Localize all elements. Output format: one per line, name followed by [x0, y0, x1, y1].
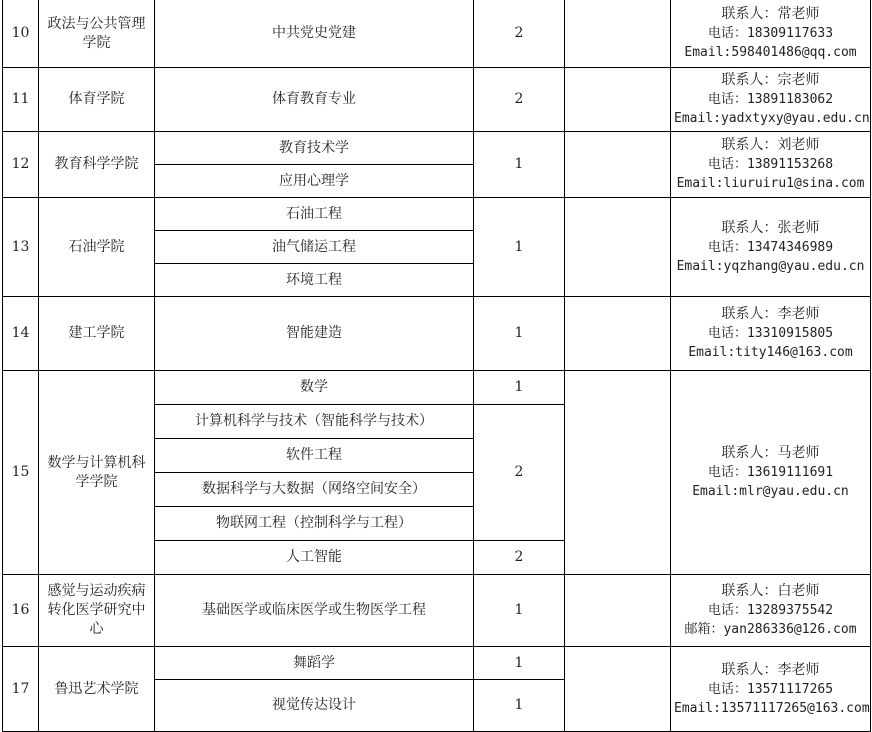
contact-email: Email:yqzhang@yau.edu.cn [676, 258, 865, 274]
contact-email: Email:13571117265@163.com [674, 700, 870, 716]
quota-count: 1 [474, 680, 565, 732]
contact-phone: 电话：13891183062 [707, 92, 834, 107]
empty-cell [565, 647, 671, 732]
major-name: 数据科学与大数据（网络空间安全） [155, 473, 474, 507]
contact-name: 联系人：白老师 [721, 583, 820, 599]
contact-info [671, 371, 871, 575]
contact-info [671, 297, 871, 371]
row-number: 14 [3, 297, 39, 371]
contact-phone: 电话：13310915805 [707, 326, 834, 341]
table-row [3, 575, 871, 647]
major-name: 视觉传达设计 [155, 680, 474, 732]
table-row [3, 132, 871, 165]
college-name: 体育学院 [39, 68, 155, 132]
empty-cell [565, 68, 671, 132]
quota-count: 2 [474, 405, 565, 541]
contact-name: 联系人：张老师 [721, 219, 820, 236]
row-number: 13 [3, 198, 39, 297]
row-number: 10 [3, 0, 39, 68]
major-name: 油气储运工程 [155, 231, 474, 264]
college-name: 教育科学学院 [39, 132, 155, 198]
contact-name: 联系人：马老师 [721, 445, 820, 461]
contact-info [671, 198, 871, 297]
quota-count: 1 [474, 132, 565, 198]
major-name: 环境工程 [155, 264, 474, 297]
table-row [3, 297, 871, 371]
college-name: 感觉与运动疾病转化医学研究中心 [39, 575, 155, 647]
contact-info [671, 575, 871, 647]
row-number: 15 [3, 371, 39, 575]
contact-email: Email:yadxtyxy@yau.edu.cn [674, 111, 870, 126]
table-row [3, 68, 871, 132]
major-name: 石油工程 [155, 198, 474, 231]
contact-phone: 电话：13289375542 [707, 603, 834, 618]
row-number: 12 [3, 132, 39, 198]
contact-info [671, 132, 871, 198]
empty-cell [565, 297, 671, 371]
empty-cell [565, 198, 671, 297]
college-name: 数学与计算机科学学院 [39, 371, 155, 575]
contact-name: 联系人：李老师 [721, 661, 820, 678]
row-number: 16 [3, 575, 39, 647]
contact-info [671, 647, 871, 732]
row-number: 17 [3, 647, 39, 732]
contact-email: Email:liuruiru1@sina.com [676, 176, 865, 191]
quota-count: 1 [474, 198, 565, 297]
contact-email: Email:tity146@163.com [688, 345, 853, 360]
contact-info [671, 0, 871, 68]
contact-name: 联系人：刘老师 [721, 137, 820, 153]
quota-count: 1 [474, 297, 565, 371]
table-row [3, 647, 871, 680]
contact-phone: 电话：13571117265 [707, 681, 834, 697]
quota-count: 1 [474, 371, 565, 405]
contact-name: 联系人：常老师 [721, 6, 820, 22]
quota-count: 1 [474, 575, 565, 647]
contact-info [671, 68, 871, 132]
major-name: 人工智能 [155, 541, 474, 575]
major-name: 物联网工程（控制科学与工程） [155, 507, 474, 541]
quota-count: 2 [474, 541, 565, 575]
major-name: 智能建造 [155, 297, 474, 371]
empty-cell [565, 132, 671, 198]
college-name: 石油学院 [39, 198, 155, 297]
empty-cell [565, 371, 671, 575]
college-name: 鲁迅艺术学院 [39, 647, 155, 732]
contact-name: 联系人：宗老师 [721, 72, 820, 88]
quota-count: 2 [474, 68, 565, 132]
major-name: 体育教育专业 [155, 68, 474, 132]
major-name: 应用心理学 [155, 165, 474, 198]
contact-phone: 电话：13619111691 [707, 465, 834, 480]
major-name: 教育技术学 [155, 132, 474, 165]
college-name: 建工学院 [39, 297, 155, 371]
college-name: 政法与公共管理学院 [39, 0, 155, 68]
contact-email: Email:598401486@qq.com [684, 45, 857, 60]
empty-cell [565, 0, 671, 68]
major-name: 计算机科学与技术（智能科学与技术） [155, 405, 474, 439]
major-name: 舞蹈学 [155, 647, 474, 680]
major-name: 软件工程 [155, 439, 474, 473]
contact-email: Email:mlr@yau.edu.cn [692, 484, 849, 499]
quota-count: 2 [474, 0, 565, 68]
contact-name: 联系人：李老师 [721, 306, 820, 322]
contact-email: 邮箱：yan286336@126.com [684, 622, 857, 637]
row-number: 11 [3, 68, 39, 132]
table-row [3, 198, 871, 231]
recruitment-table [2, 0, 871, 732]
major-name: 基础医学或临床医学或生物医学工程 [155, 575, 474, 647]
major-name: 中共党史党建 [155, 0, 474, 68]
empty-cell [565, 575, 671, 647]
quota-count: 1 [474, 647, 565, 680]
table-row [3, 371, 871, 405]
major-name: 数学 [155, 371, 474, 405]
contact-phone: 电话：18309117633 [707, 26, 834, 41]
contact-phone: 电话：13474346989 [707, 239, 834, 255]
table-row [3, 0, 871, 68]
contact-phone: 电话：13891153268 [707, 157, 834, 172]
